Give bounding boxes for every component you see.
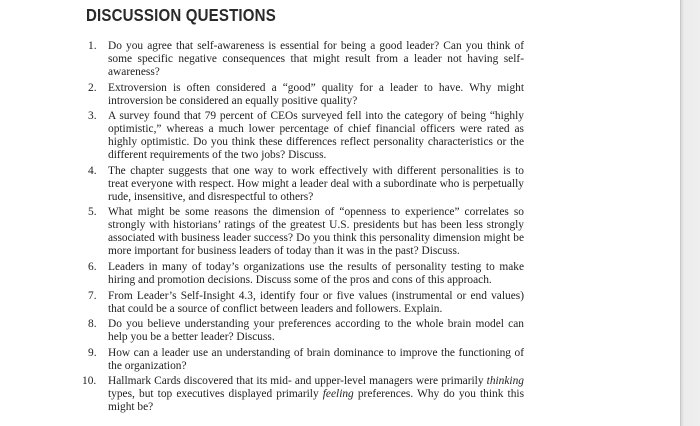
question-item (88, 290, 524, 316)
question-number: 2. (88, 81, 97, 94)
discussion-questions-list (82, 40, 524, 417)
question-text-part: Hallmark Cards discovered that its mid- and upper-level managers were primarily (108, 375, 487, 388)
question-number: 9. (88, 346, 97, 359)
question-number: 6. (88, 260, 97, 273)
question-text: What might be some reasons the dimension of “openness to experience” correlates so strongly with historians’ ratings of the greatest U.S. presidents but has been less strongly associated with business leader success? Do you think this personality dimension might be more important for business leaders of today than it was in the past? Discuss. (108, 206, 524, 258)
question-text: Do you believe understanding your preferences according to the whole brain model can help you be a better leader? Discuss. (108, 318, 524, 344)
emphasis-thinking: thinking (486, 375, 524, 388)
question-item (88, 318, 524, 344)
question-number: 8. (88, 318, 97, 331)
question-text (108, 375, 524, 414)
question-item (88, 206, 524, 258)
question-text: Leaders in many of today’s organizations use the results of personality testing to make hiring and promotion decisions. Discuss some of the pros and cons of this approach. (108, 260, 524, 286)
question-number: 10. (82, 375, 97, 388)
viewer-edge-strip (680, 0, 700, 426)
question-number: 7. (88, 289, 97, 302)
question-item (82, 375, 524, 414)
question-item (88, 261, 524, 287)
question-number: 1. (88, 40, 97, 52)
question-text: From Leader’s Self-Insight 4.3, identify four or five values (instrumental or end values) that could be a source of conflict between leaders and followers. Explain. (108, 289, 524, 315)
question-text: The chapter suggests that one way to work effectively with different personalities is to treat everyone with respect. How might a leader deal with a subordinate who is perpetually rude, insensitive, and disrespectful to others? (108, 164, 524, 203)
question-item (88, 165, 524, 204)
question-item (88, 40, 524, 79)
question-text: Extroversion is often considered a “good” quality for a leader to have. Why might introversion be considered an equally positive quality? (108, 81, 524, 107)
question-text: How can a leader use an understanding of brain dominance to improve the functioning of the organization? (108, 346, 524, 372)
question-item (88, 347, 524, 373)
question-item (88, 82, 524, 108)
question-text: A survey found that 79 percent of CEOs surveyed fell into the category of being “highly optimistic,” whereas a much lower percentage of chief financial officers were rated as highly optimistic. Do you think these differences reflect personality characteristics or the different requirements of the two jobs? Discuss. (108, 110, 524, 162)
section-heading: DISCUSSION QUESTIONS (86, 5, 276, 25)
question-number: 3. (88, 110, 97, 123)
question-number: 5. (88, 206, 97, 219)
question-text: Do you agree that self-awareness is essential for being a good leader? Can you think of some specific negative consequences that might result from a leader not having self-awareness? (108, 40, 524, 78)
question-text-part: types, but top executives displayed primarily (108, 388, 323, 401)
question-item (88, 110, 524, 162)
question-text-part: preferences. Why do you think this might be? (108, 388, 524, 414)
question-number: 4. (88, 164, 97, 177)
emphasis-feeling: feeling (322, 388, 354, 401)
